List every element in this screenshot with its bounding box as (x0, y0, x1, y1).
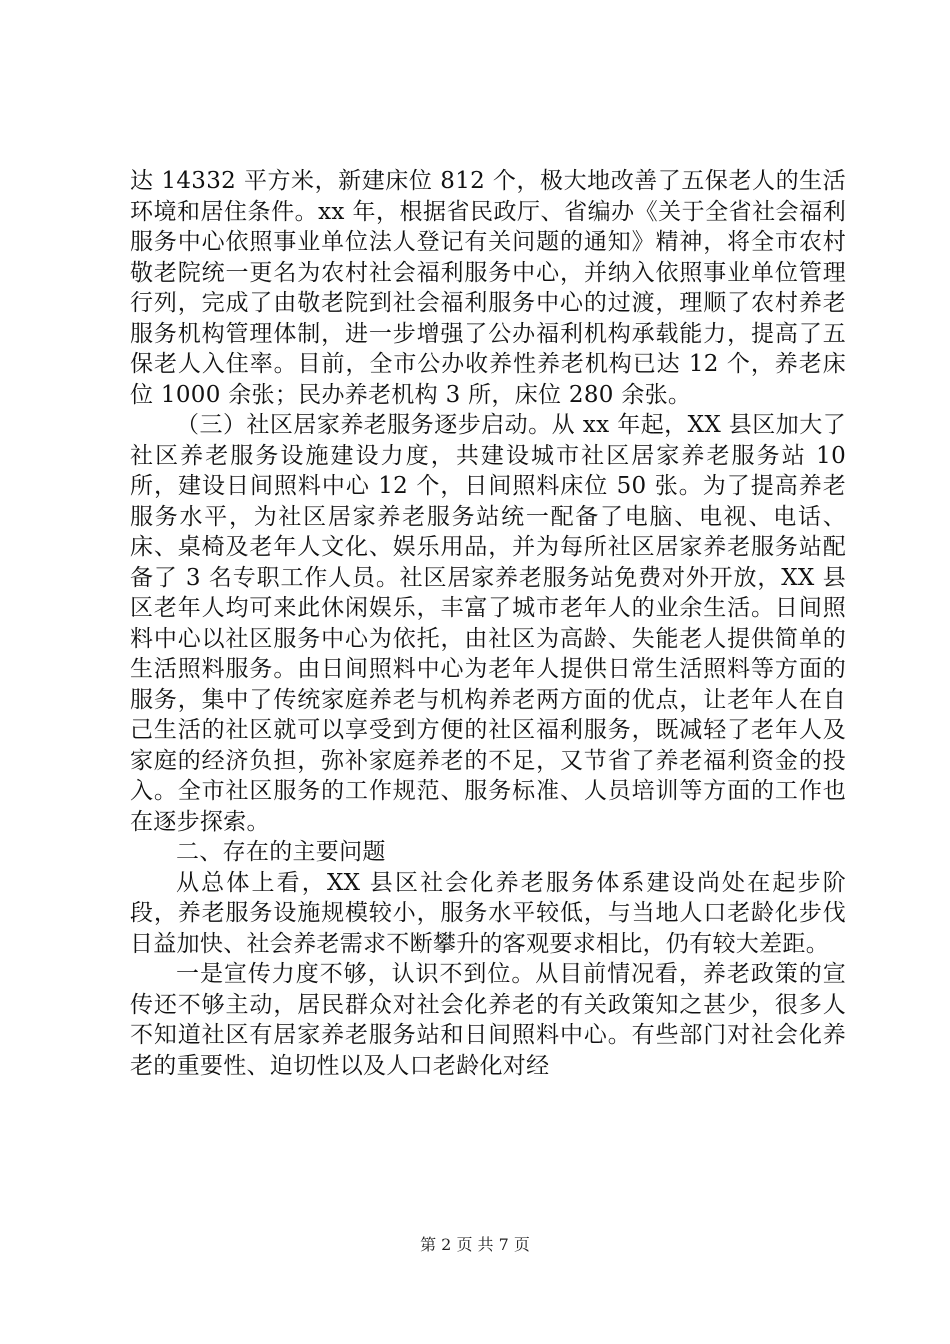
paragraph-2: （三）社区居家养老服务逐步启动。从 xx 年起，XX 县区加大了社区养老服务设施建设力度，共建设城市社区居家养老服务站 10 所，建设日间照料中心 12 个，日间照料床位 50 张。为了提高养老服务水平，为社区居家养老服务站统一配备了电脑、电视、电话、床、桌椅及老年人文化、娱乐用品，并为每所社区居家养老服务站配备了 3 名专职工作人员。社区居家养老服务站免费对外开放，XX 县区老年人均可来此休闲娱乐，丰富了城市老年人的业余生活。日间照料中心以社区服务中心为依托，由社区为高龄、失能老人提供简单的生活照料服务。由日间照料中心为老年人提供日常生活照料等方面的服务，集中了传统家庭养老与机构养老两方面的优点，让老年人在自己生活的社区就可以享受到方便的社区福利服务，既减轻了老年人及家庭的经济负担，弥补家庭养老的不足，又节省了养老福利资金的投入。全市社区服务的工作规范、服务标准、人员培训等方面的工作也在逐步探索。 (130, 412, 846, 835)
paragraph-4: 一是宣传力度不够，认识不到位。从目前情况看，养老政策的宣传还不够主动，居民群众对社会化养老的有关政策知之甚少，很多人不知道社区有居家养老服务站和日间照料中心。有些部门对社会化养老的重要性、迫切性以及人口老龄化对经 (130, 961, 846, 1079)
page-number-footer: 第 2 页 共 7 页 (420, 1235, 530, 1254)
paragraph-3: 从总体上看，XX 县区社会化养老服务体系建设尚处在起步阶段，养老服务设施规模较小，服务水平较低，与当地人口老龄化步伐日益加快、社会养老需求不断攀升的客观要求相比，仍有较大差距。 (130, 869, 846, 957)
document-body (130, 166, 846, 1081)
paragraph-1: 达 14332 平方米，新建床位 812 个，极大地改善了五保老人的生活环境和居住条件。xx 年，根据省民政厅、省编办《关于全省社会福利服务中心依照事业单位法人登记有关问题的通知》精神，将全市农村敬老院统一更名为农村社会福利服务中心，并纳入依照事业单位管理行列，完成了由敬老院到社会福利服务中心的过渡，理顺了农村养老服务机构管理体制，进一步增强了公办福利机构承载能力，提高了五保老人入住率。目前，全市公办收养性养老机构已达 12 个，养老床位 1000 余张；民办养老机构 3 所，床位 280 余张。 (130, 168, 846, 408)
section-heading: 二、存在的主要问题 (176, 839, 386, 865)
